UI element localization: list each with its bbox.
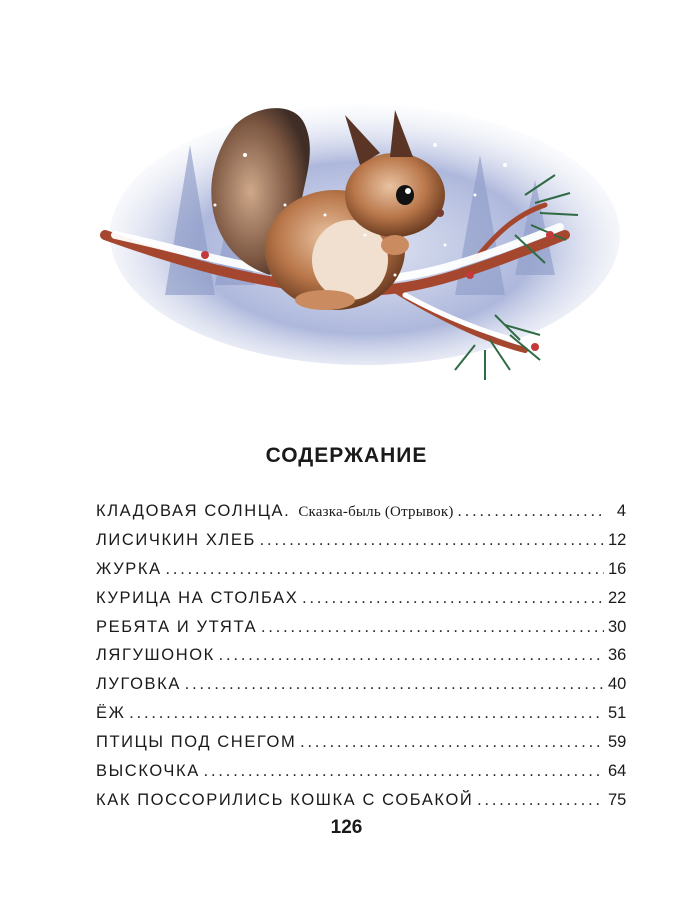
toc-row[interactable]: [96, 791, 626, 820]
contents-heading: СОДЕРЖАНИЕ: [265, 444, 428, 467]
toc-leader-dots: [204, 763, 604, 781]
toc-leader-dots: [302, 590, 604, 608]
toc-entry-page: 12: [608, 530, 627, 549]
toc-entry-page: 40: [608, 675, 627, 694]
toc-row[interactable]: [96, 531, 626, 560]
toc-entry-page: 16: [608, 559, 627, 578]
toc-row[interactable]: [96, 704, 626, 733]
toc-row[interactable]: [96, 646, 626, 675]
toc-entry-title: ЖУРКА: [96, 559, 162, 578]
toc-row[interactable]: [96, 733, 626, 762]
toc-row[interactable]: [96, 589, 626, 618]
squirrel-illustration: [95, 85, 625, 385]
toc-row[interactable]: [96, 618, 626, 647]
toc-entry-title: КАК ПОССОРИЛИСЬ КОШКА С СОБАКОЙ: [96, 790, 474, 809]
toc-entry-page: 59: [608, 733, 627, 752]
toc-leader-dots: [477, 792, 604, 810]
toc-leader-dots: [261, 619, 604, 637]
table-of-contents: [96, 502, 626, 820]
toc-entry-page: 64: [608, 762, 627, 781]
toc-entry-page: 22: [608, 588, 627, 607]
toc-leader-dots: [185, 676, 604, 694]
toc-entry-title: ЛУГОВКА: [96, 675, 181, 694]
toc-entry-title: ПТИЦЫ ПОД СНЕГОМ: [96, 733, 297, 752]
toc-entry-title: КУРИЦА НА СТОЛБАХ: [96, 588, 299, 607]
toc-leader-dots: [260, 532, 604, 550]
toc-entry-title: ЛЯГУШОНОК: [96, 646, 215, 665]
toc-leader-dots: [129, 705, 604, 723]
toc-entry-page: 30: [608, 617, 627, 636]
toc-row[interactable]: [96, 762, 626, 791]
toc-entry-page: 51: [608, 704, 627, 723]
toc-leader-dots: [300, 734, 604, 752]
toc-row[interactable]: [96, 560, 626, 589]
toc-entry-page: 75: [608, 790, 627, 809]
toc-entry-title: ВЫСКОЧКА: [96, 762, 200, 781]
toc-entry-title: РЕБЯТА И УТЯТА: [96, 617, 258, 636]
toc-entry-page: 36: [608, 646, 627, 665]
toc-row[interactable]: [96, 675, 626, 704]
toc-leader-dots: [458, 503, 604, 521]
toc-entry-page: 4: [616, 502, 626, 520]
toc-entry-title: ЁЖ: [96, 704, 126, 723]
toc-leader-dots: [219, 647, 604, 665]
toc-leader-dots: [166, 561, 604, 579]
page-number: 126: [330, 817, 363, 838]
toc-entry-subtitle: Сказка-быль (Отрывок): [298, 504, 454, 520]
toc-entry-title: КЛАДОВАЯ СОЛНЦА.: [96, 502, 291, 520]
toc-row[interactable]: [96, 502, 626, 531]
toc-entry-title: ЛИСИЧКИН ХЛЕБ: [96, 530, 256, 549]
